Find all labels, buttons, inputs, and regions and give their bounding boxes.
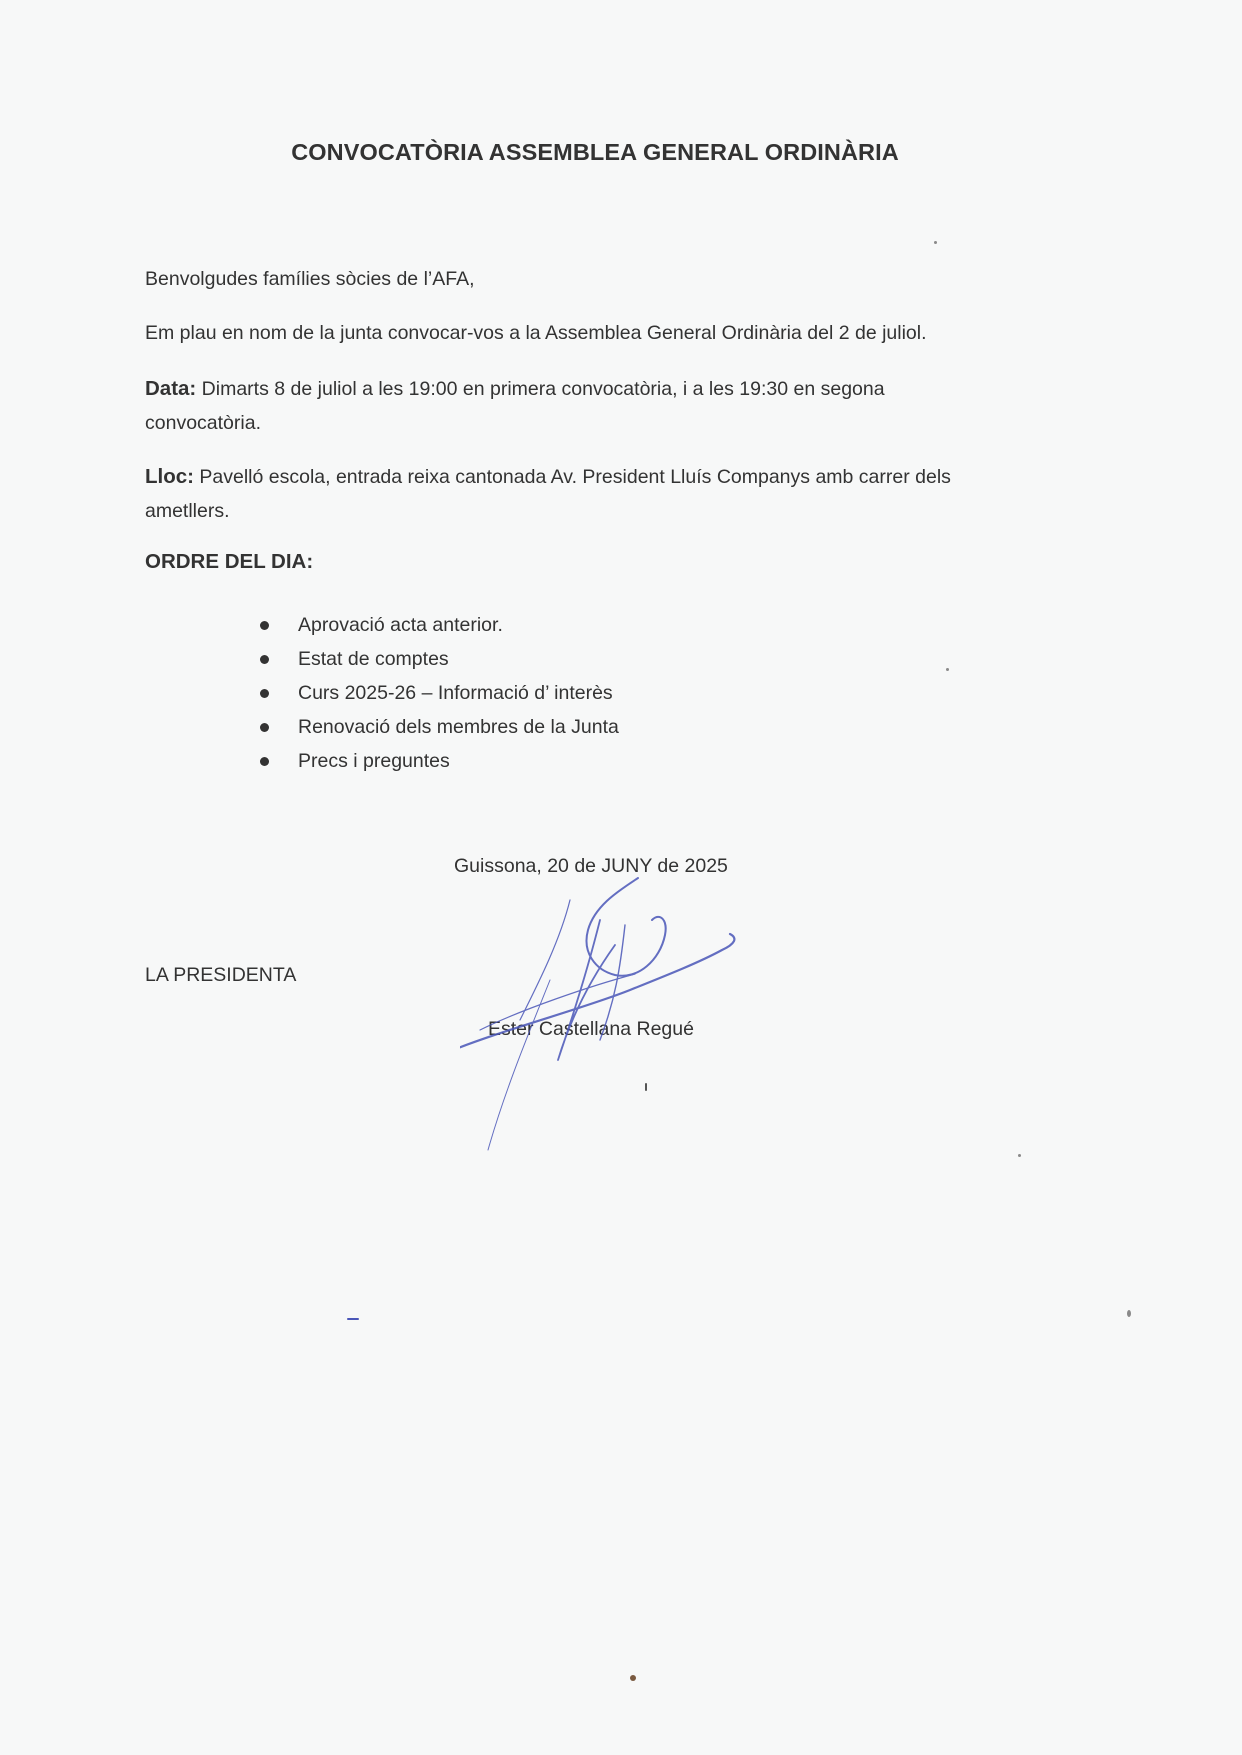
agenda-item: Precs i preguntes xyxy=(258,744,619,778)
scan-speck xyxy=(934,241,937,244)
place-label: Lloc: xyxy=(145,465,194,488)
agenda-heading: ORDRE DEL DIA: xyxy=(145,550,314,573)
agenda-item: Aprovació acta anterior. xyxy=(258,608,619,642)
bullet-icon xyxy=(260,621,269,630)
bullet-icon xyxy=(260,757,269,766)
scan-speck xyxy=(645,1083,647,1091)
agenda-item: Curs 2025-26 – Informació d’ interès xyxy=(258,676,619,710)
bullet-icon xyxy=(260,655,269,664)
scan-speck xyxy=(946,668,949,671)
scan-speck xyxy=(347,1318,359,1320)
scan-speck xyxy=(630,1675,636,1681)
date-line xyxy=(145,372,885,406)
bullet-icon xyxy=(260,723,269,732)
greeting: Benvolgudes famílies sòcies de l’AFA, xyxy=(145,268,475,290)
place-text: Pavelló escola, entrada reixa cantonada Av. President Lluís Companys amb carrer dels xyxy=(193,466,951,488)
signer-name: Ester Castellana Regué xyxy=(488,1018,694,1040)
place-line xyxy=(145,460,951,494)
signer-role: LA PRESIDENTA xyxy=(145,964,297,986)
place-line-continued: ametllers. xyxy=(145,500,230,522)
handwritten-signature xyxy=(460,860,780,1160)
agenda-list xyxy=(258,608,619,778)
date-text: Dimarts 8 de juliol a les 19:00 en primera convocatòria, i a les 19:30 en segona xyxy=(196,378,885,400)
document-title: CONVOCATÒRIA ASSEMBLEA GENERAL ORDINÀRIA xyxy=(291,139,899,165)
date-line-continued: convocatòria. xyxy=(145,412,261,434)
scan-speck xyxy=(1018,1154,1021,1157)
bullet-icon xyxy=(260,689,269,698)
agenda-item: Renovació dels membres de la Junta xyxy=(258,710,619,744)
agenda-item: Estat de comptes xyxy=(258,642,619,676)
intro-paragraph: Em plau en nom de la junta convocar-vos a la Assemblea General Ordinària del 2 de juliol. xyxy=(145,322,927,344)
scan-speck xyxy=(1127,1310,1131,1317)
place-and-date: Guissona, 20 de JUNY de 2025 xyxy=(454,855,728,877)
date-label: Data: xyxy=(145,377,197,400)
